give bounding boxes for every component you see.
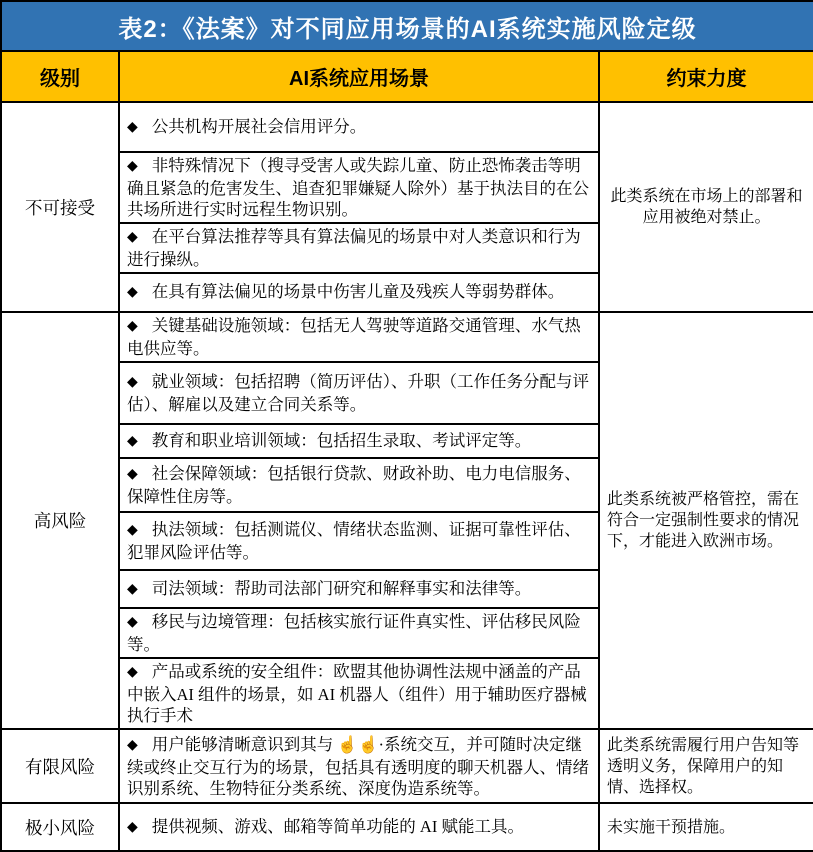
scenario-text: 在具有算法偏见的场景中伤害儿童及残疾人等弱势群体。 bbox=[151, 282, 565, 301]
level-cell-0: 不可接受 bbox=[1, 102, 119, 312]
scenario-cell bbox=[119, 362, 599, 424]
scenario-cell bbox=[119, 729, 599, 803]
scenario-cell bbox=[119, 223, 599, 273]
level-cell-2: 有限风险 bbox=[1, 729, 119, 803]
scenario-cell bbox=[119, 102, 599, 152]
scenario-cell bbox=[119, 312, 599, 362]
col-header-constraint: 约束力度 bbox=[599, 51, 813, 102]
diamond-bullet-icon: ◆ bbox=[127, 581, 138, 597]
col-header-level: 级别 bbox=[1, 51, 119, 102]
scenario-cell bbox=[119, 570, 599, 608]
table-row bbox=[1, 312, 813, 362]
col-header-scenario: AI系统应用场景 bbox=[119, 51, 599, 102]
scenario-text: 非特殊情况下（搜寻受害人或失踪儿童、防止恐怖袭击等明确且紧急的危害发生、追查犯罪嫌疑人除外）基于执法目的在公共场所进行实时远程生物识别。 bbox=[127, 156, 589, 219]
scenario-cell bbox=[119, 458, 599, 512]
scenario-cell bbox=[119, 608, 599, 658]
diamond-bullet-icon: ◆ bbox=[127, 159, 138, 174]
constraint-cell-2: 此类系统需履行用户告知等透明义务，保障用户的知情、选择权。 bbox=[599, 729, 813, 803]
diamond-bullet-icon: ◆ bbox=[127, 285, 138, 300]
constraint-cell-0: 此类系统在市场上的部署和应用被绝对禁止。 bbox=[599, 102, 813, 312]
diamond-bullet-icon: ◆ bbox=[127, 737, 138, 753]
diamond-bullet-icon: ◆ bbox=[127, 665, 138, 680]
scenario-text: 就业领域：包括招聘（简历评估）、升职（工作任务分配与评估）、解雇以及建立合同关系等。 bbox=[127, 372, 590, 414]
table-title: 表2：《法案》对不同应用场景的AI系统实施风险定级 bbox=[1, 1, 813, 51]
scenario-text: 司法领域：帮助司法部门研究和解释事实和法律等。 bbox=[151, 578, 532, 598]
scenario-text: 关键基础设施领域：包括无人驾驶等道路交通管理、水气热电供应等。 bbox=[127, 316, 581, 358]
scenario-text: 提供视频、游戏、邮箱等简单功能的 AI 赋能工具。 bbox=[151, 816, 524, 836]
table-row bbox=[1, 102, 813, 152]
diamond-bullet-icon: ◆ bbox=[127, 319, 138, 334]
constraint-cell-1: 此类系统被严格管控，需在符合一定强制性要求的情况下，才能进入欧洲市场。 bbox=[599, 312, 813, 729]
scenario-text: 公共机构开展社会信用评分。 bbox=[151, 116, 367, 136]
level-cell-1: 高风险 bbox=[1, 312, 119, 729]
column-header-row bbox=[1, 51, 813, 102]
scenario-cell bbox=[119, 424, 599, 458]
diamond-bullet-icon: ◆ bbox=[127, 433, 138, 449]
scenario-text: 教育和职业培训领域：包括招生录取、考试评定等。 bbox=[151, 430, 532, 450]
scenario-text: 用户能够清晰意识到其与 ☝☝·系统交互，并可随时决定继续或终止交互行为的场景，包括具有透明度的聊天机器人、情绪识别系统、生物特征分类系统、深度伪造系统等。 bbox=[127, 734, 589, 798]
diamond-bullet-icon: ◆ bbox=[127, 467, 138, 482]
scenario-cell bbox=[119, 512, 599, 570]
diamond-bullet-icon: ◆ bbox=[127, 523, 138, 538]
scenario-cell bbox=[119, 152, 599, 223]
diamond-bullet-icon: ◆ bbox=[127, 819, 138, 835]
scenario-cell bbox=[119, 658, 599, 729]
level-cell-3: 极小风险 bbox=[1, 803, 119, 851]
diamond-bullet-icon: ◆ bbox=[127, 615, 138, 630]
scenario-cell bbox=[119, 803, 599, 851]
scenario-text: 社会保障领域：包括银行贷款、财政补助、电力电信服务、保障性住房等。 bbox=[127, 464, 581, 506]
scenario-text: 执法领域：包括测谎仪、情绪状态监测、证据可靠性评估、犯罪风险评估等。 bbox=[127, 520, 581, 562]
scenario-text: 在平台算法推荐等具有算法偏见的场景中对人类意识和行为进行操纵。 bbox=[127, 227, 581, 269]
table-row bbox=[1, 729, 813, 803]
scenario-cell bbox=[119, 273, 599, 312]
table-row bbox=[1, 803, 813, 851]
diamond-bullet-icon: ◆ bbox=[127, 375, 138, 390]
diamond-bullet-icon: ◆ bbox=[127, 119, 138, 135]
scenario-text: 移民与边境管理：包括核实旅行证件真实性、评估移民风险等。 bbox=[127, 612, 581, 654]
scenario-text: 产品或系统的安全组件：欧盟其他协调性法规中涵盖的产品中嵌入AI 组件的场景，如 AI 机器人（组件）用于辅助医疗器械执行手术 bbox=[127, 662, 587, 725]
diamond-bullet-icon: ◆ bbox=[127, 230, 138, 245]
table-title-row bbox=[1, 1, 813, 51]
constraint-cell-3: 未实施干预措施。 bbox=[599, 803, 813, 851]
